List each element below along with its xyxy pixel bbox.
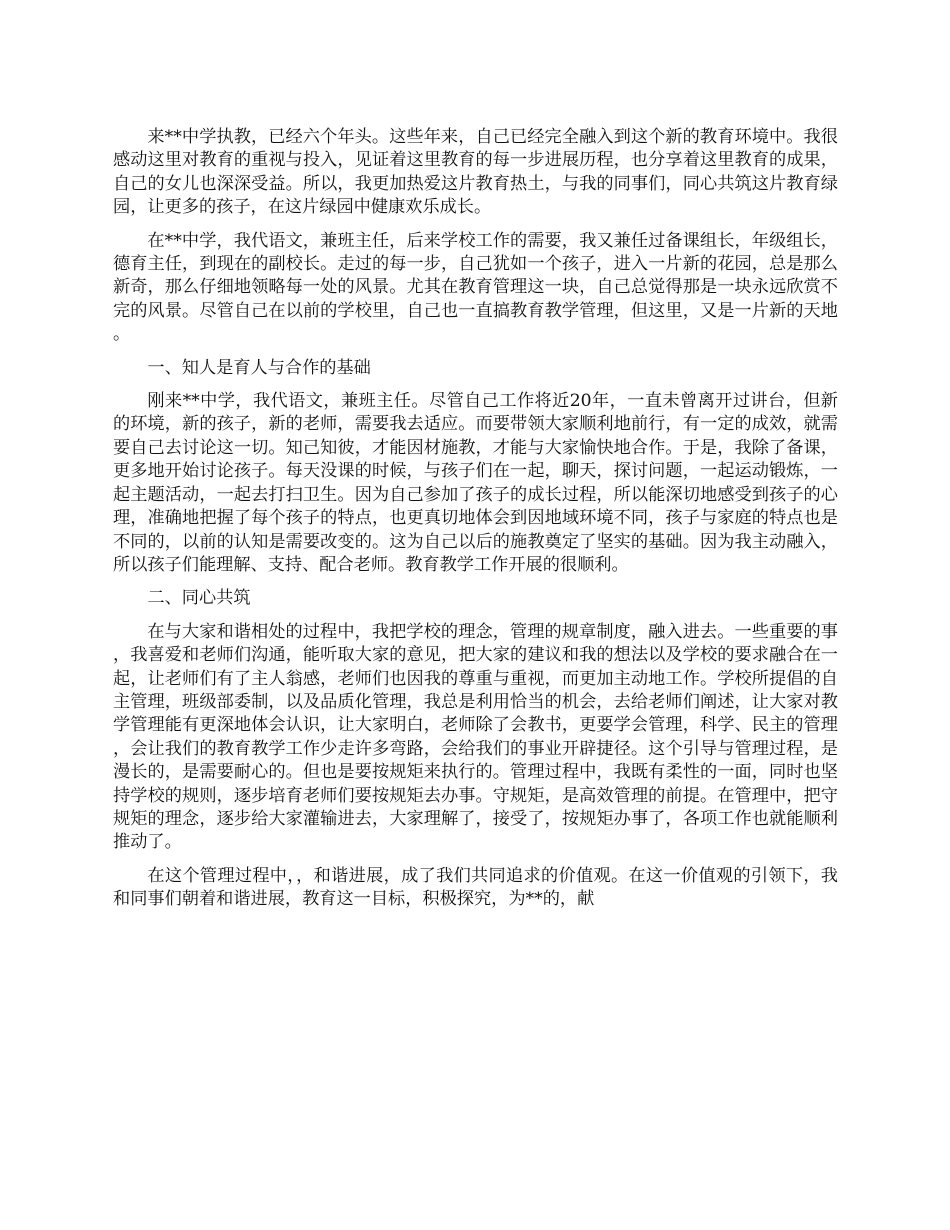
body-paragraph: 在**中学，我代语文，兼班主任，后来学校工作的需要，我又兼任过备课组长，年级组长，德育主任，到现在的副校长。走过的每一步，自己犹如一个孩子，进入一片新的花园，总是那么新奇，那么仔细地领略每一处的风景。尤其在教育管理这一块，自己总觉得那是一块永远欣赏不完的风景。尽管自己在以前的学校里，自己也一直搞教育教学管理，但这里，又是一片新的天地。 <box>113 230 838 345</box>
document-body <box>113 126 838 922</box>
section-heading: 二、同心共筑 <box>147 588 251 609</box>
body-paragraph: 刚来**中学，我代语文，兼班主任。尽管自己工作将近20年，一直未曾离开过讲台，但新的环境，新的孩子，新的老师，需要我去适应。而要带领大家顺利地前行，有一定的成效，就需要自己去讨论这一切。知己知彼，才能因材施教，才能与大家愉快地合作。于是，我除了备课，更多地开始讨论孩子。每天没课的时候，与孩子们在一起，聊天，探讨问题，一起运动锻炼，一起主题活动，一起去打扫卫生。因为自己参加了孩子的成长过程，所以能深切地感受到孩子的心理，准确地把握了每个孩子的特点，也更真切地体会到因地域环境不同，孩子与家庭的特点也是不同的，以前的认知是需要改变的。这为自己以后的施教奠定了坚实的基础。因为我主动融入，所以孩子们能理解、支持、配合老师。教育教学工作开展的很顺利。 <box>113 391 838 575</box>
body-paragraph: 在与大家和谐相处的过程中，我把学校的理念，管理的规章制度，融入进去。一些重要的事，我喜爱和老师们沟通，能听取大家的意见，把大家的建议和我的想法以及学校的要求融合在一起，让老师们有了主人翁感，老师们也因我的尊重与重视，而更加主动地工作。学校所提倡的自主管理，班级部委制，以及品质化管理，我总是利用恰当的机会，去给老师们阐述，让大家对教学管理能有更深地体会认识，让大家明白，老师除了会教书，更要学会管理，科学、民主的管理，会让我们的教育教学工作少走许多弯路，会给我们的事业开辟捷径。这个引导与管理过程，是漫长的，是需要耐心的。但也是要按规矩来执行的。管理过程中，我既有柔性的一面，同时也坚持学校的规则，逐步培育老师们要按规矩去办事。守规矩，是高效管理的前提。在管理中，把守规矩的理念，逐步给大家灌输进去，大家理解了，接受了，按规矩办事了，各项工作也就能顺利推动了。 <box>113 621 838 853</box>
body-paragraph: 来**中学执教，已经六个年头。这些年来，自己已经完全融入到这个新的教育环境中。我很感动这里对教育的重视与投入，见证着这里教育的每一步进展历程，也分享着这里教育的成果，自己的女儿也深深受益。所以，我更加热爱这片教育热土，与我的同事们，同心共筑这片教育绿园，让更多的孩子，在这片绿园中健康欢乐成长。 <box>113 127 838 218</box>
body-paragraph: 在这个管理过程中，，和谐进展，成了我们共同追求的价值观。在这一价值观的引领下，我和同事们朝着和谐进展，教育这一目标，积极探究，为**的，献 <box>113 865 838 910</box>
section-heading: 一、知人是育人与合作的基础 <box>147 357 371 378</box>
